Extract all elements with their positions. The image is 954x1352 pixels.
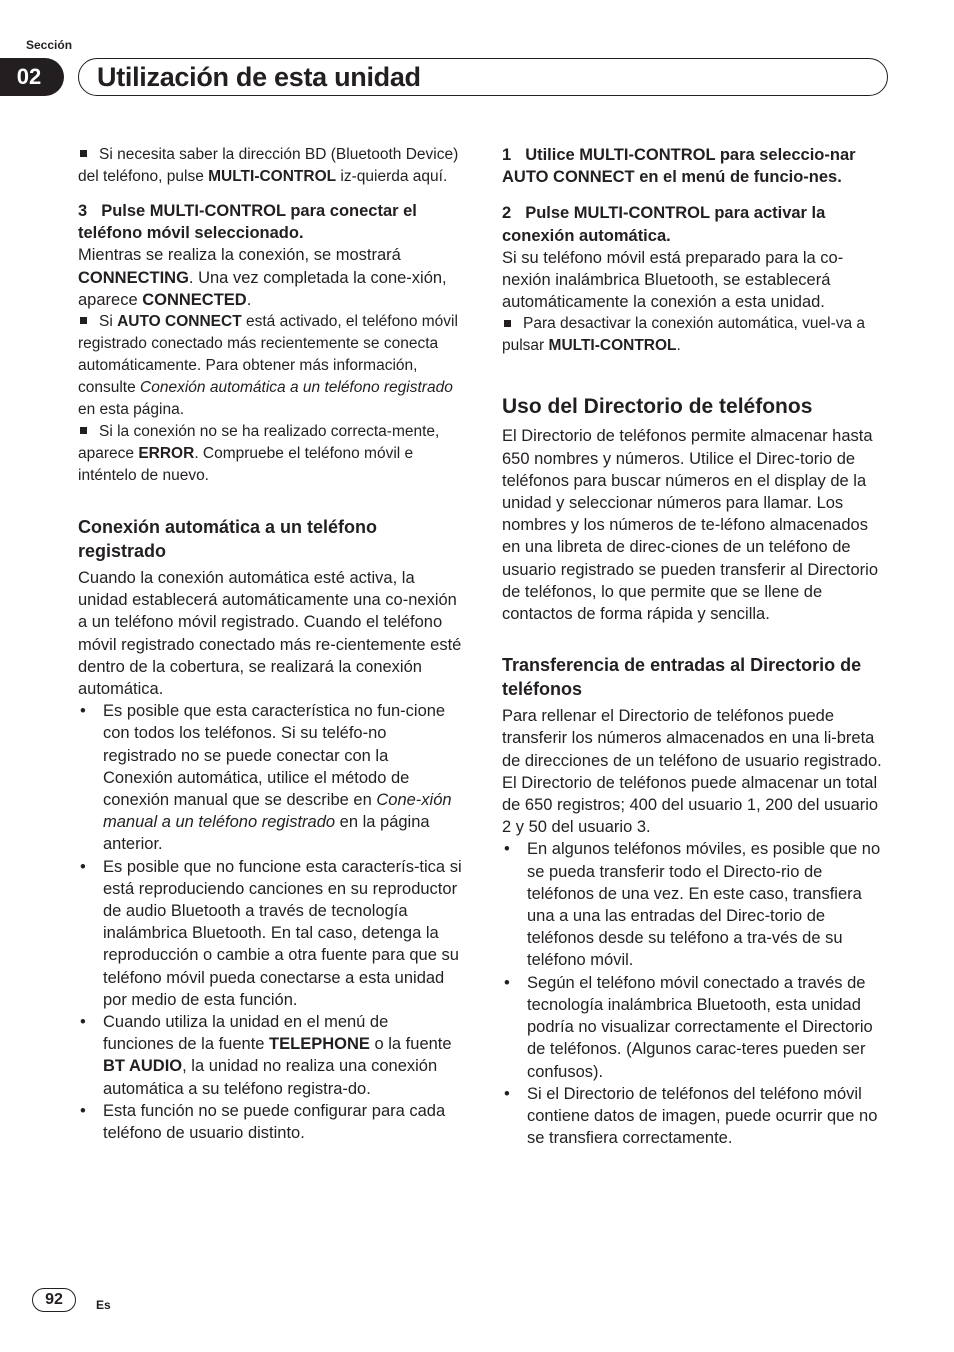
transfer-body-1: Para rellenar el Directorio de teléfonos puede transferir los números almacenados en una li-breta de direcciones de un teléfono de usuario registrado. <box>502 707 882 770</box>
list-item: • Cuando utiliza la unidad en el menú de funciones de la fuente TELEPHONE o la fuente BT AUDIO, la unidad no realiza una conexión automática a su teléfono registra-do. <box>78 1011 462 1100</box>
list-item: • Esta función no se puede configurar para cada teléfono de usuario distinto. <box>78 1100 462 1144</box>
subheading-transfer-entries: Transferencia de entradas al Directorio de teléfonos <box>502 655 862 700</box>
page-title: Utilización de esta unidad <box>97 61 421 92</box>
language-code: Es <box>96 1298 111 1312</box>
list-item: • En algunos teléfonos móviles, es posible que no se pueda transferir todo el Directo-rio de teléfonos de una vez. En este caso, transfiera una a una las entradas del Direc-torio de teléfonos desde su teléfono a tra-vés de su teléfono móvil. <box>502 838 890 971</box>
subheading-auto-connect: Conexión automática a un teléfono registrado <box>78 517 378 562</box>
list-item: • Es posible que esta característica no fun-cione con todos los teléfonos. Si su teléfo-no registrado no se puede conectar con la Conexión automática, utilice el método de conexión manual que se describe en Cone-xión manual a un teléfono registrado en la página anterior. <box>78 700 462 855</box>
note-square-icon <box>504 320 511 327</box>
note-disable-auto-connect: Para desactivar la conexión automática, vuel-va a pulsar MULTI-CONTROL. <box>502 315 866 355</box>
section-heading-phone-book: Uso del Directorio de teléfonos <box>502 395 813 419</box>
step-2: 2 Pulse MULTI-CONTROL para activar la conexión automática. <box>502 204 826 245</box>
step-2-body: Si su teléfono móvil está preparado para la co-nexión inalámbrica Bluetooth, se establecerá automáticamente la conexión a esta unidad. <box>502 248 844 312</box>
transfer-body-2: El Directorio de teléfonos puede almacenar un total de 650 registros; 400 del usuario 1, 200 del usuario 2 y 50 del usuario 3. <box>502 773 879 837</box>
right-column <box>502 144 890 1149</box>
auto-connect-bullets <box>78 700 462 1144</box>
note-square-icon <box>80 150 87 157</box>
section-number-badge: 02 <box>0 58 64 96</box>
note-error: Si la conexión no se ha realizado correcta-mente, aparece ERROR. Compruebe el teléfono móvil e inténtelo de nuevo. <box>78 423 440 485</box>
note-square-icon <box>80 317 87 324</box>
step-3: 3 Pulse MULTI-CONTROL para conectar el teléfono móvil seleccionado. <box>78 202 417 243</box>
step-3-body: Mientras se realiza la conexión, se mostrará CONNECTING. Una vez completada la cone-xión, aparece CONNECTED. <box>78 246 447 309</box>
section-label: Sección <box>26 38 73 52</box>
note-bd-address: Si necesita saber la dirección BD (Bluetooth Device) del teléfono, pulse MULTI-CONTROL iz-quierda aquí. <box>78 146 459 185</box>
step-1: 1 Utilice MULTI-CONTROL para seleccio-nar AUTO CONNECT en el menú de funcio-nes. <box>502 146 856 187</box>
page-header <box>78 58 888 96</box>
note-auto-connect: Si AUTO CONNECT está activado, el teléfono móvil registrado conectado más recientemente se conecta automáticamente. Para obtener más información, consulte Conexión automática a un teléfono registrado en esta página. <box>78 313 458 419</box>
transfer-bullets <box>502 838 890 1149</box>
list-item: • Según el teléfono móvil conectado a través de tecnología inalámbrica Bluetooth, esta unidad podría no visualizar correctamente el Directorio de teléfonos. (Algunos carac-teres pueden ser confusos). <box>502 972 890 1083</box>
note-square-icon <box>80 427 87 434</box>
page-number: 92 <box>32 1288 76 1312</box>
list-item: • Es posible que no funcione esta caracterís-tica si está reproduciendo canciones en su reproductor de audio Bluetooth a través de tecnología inalámbrica Bluetooth. En tal caso, detenga la reproducción o cambie a otra fuente para que su teléfono móvil pueda conectarse a esta unidad por medio de esta función. <box>78 856 462 1011</box>
phone-book-body: El Directorio de teléfonos permite almacenar hasta 650 nombres y números. Utilice el Direc-torio de teléfonos para buscar números en el display de la unidad y seleccionar números para llamar. Los nombres y los números de te-léfono almacenados en una libreta de direc-ciones de un teléfono de usuario registrado se pueden transferir al Directorio de teléfonos, lo que permite que se llene de contactos de forma rápida y sencilla. <box>502 427 879 624</box>
left-column <box>78 144 462 1144</box>
list-item: • Si el Directorio de teléfonos del teléfono móvil contiene datos de imagen, puede ocurrir que no se transfiera correctamente. <box>502 1083 890 1150</box>
auto-connect-body: Cuando la conexión automática esté activa, la unidad establecerá automáticamente una co-nexión a un teléfono móvil registrado. Cuando el teléfono móvil registrado conectado más re-cientemente esté dentro de la cobertura, se realizará la conexión automática. <box>78 569 462 699</box>
